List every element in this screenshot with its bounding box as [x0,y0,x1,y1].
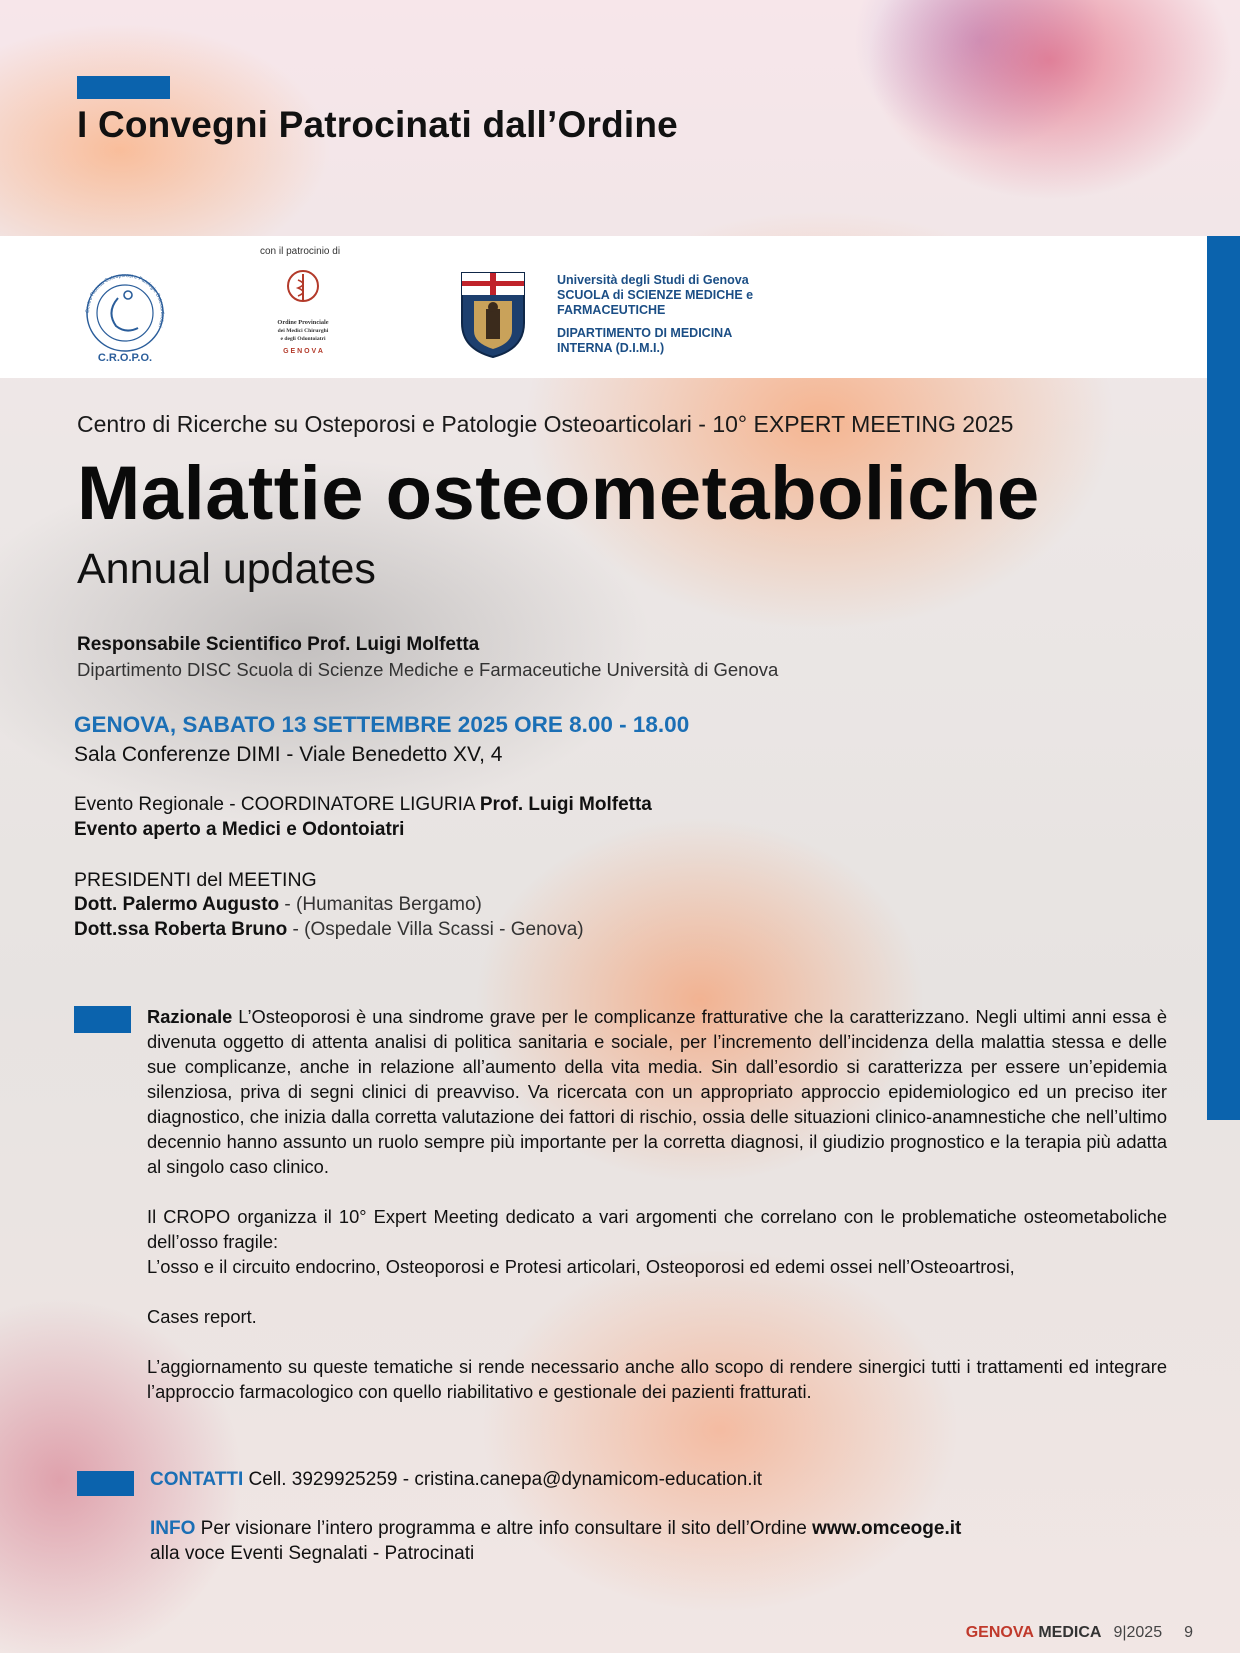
ordine-line2: dei Medici Chirurghi [277,328,329,334]
unige-line2: SCUOLA di SCIENZE MEDICHE e [557,288,754,302]
footer-brand [966,1624,1102,1642]
dipartimento: Dipartimento DISC Scuola di Scienze Mediche e Farmaceutiche Università di Genova [77,659,779,680]
paragraph-3: Cases report. [147,1306,257,1327]
unige-line3: FARMACEUTICHE [557,303,666,317]
ordine-line3: e degli Odontoiatri [280,336,326,342]
right-accent-bar [1207,236,1240,1120]
evento-aperto: Evento aperto a Medici e Odontoiatri [74,819,405,840]
presidente-1-name: Dott. Palermo Augusto [74,894,280,915]
contatti-label: CONTATTI [150,1469,244,1490]
page-number: 9 [1184,1624,1193,1641]
header-accent-bar [77,76,170,99]
razionale-text: L’Osteoporosi è una sindrome grave per le complicanze fratturative che la caratterizzano. Negli ultimi anni essa è divenuta oggetto di attenta analisi di politica sanitaria e sociale, per l’incremento dell’incidenza della malattia stessa e delle sue complicanze, anche in relazione all’aumento della vita media. Sin dall’esordio si caratterizza per essere un’epidemia silenziosa, priva di segni clinici di preavviso. Va ricercata con un appropriato approccio epidemiologico ed un preciso iter diagnostico, che inizia dalla corretta valutazione dei fattori di rischio, ossia delle situazioni clinico-anamnestiche che nell’ultimo decennio hanno assunto un ruolo sempre più importante per la corretta diagnosi, il giudizio prognostico e la terapia più adatta al singolo caso clinico. [147,1006,1167,1177]
responsabile-scientifico: Responsabile Scientifico Prof. Luigi Molfetta [77,634,480,655]
razionale-accent-bar [74,1006,131,1033]
contatti-text[interactable]: Cell. 3929925259 - cristina.canepa@dynamicom-education.it [243,1469,763,1490]
presidente-2 [74,919,584,941]
paragraph-2 [147,1204,1167,1279]
contatti-line [150,1469,762,1491]
presidente-1-aff: - (Humanitas Bergamo) [279,894,482,915]
cropo-ring-text: Centro Ricerca Osteoporosi e Patologie Osteoarticolari [84,272,166,328]
unige-text-block [557,273,753,356]
unige-line1: Università degli Studi di Genova [557,273,749,287]
presidente-1 [74,894,482,916]
razionale-label: Razionale [147,1006,233,1027]
evento-prefix: Evento Regionale - COORDINATORE LIGURIA [74,794,480,815]
footer-issue: 9|2025 [1113,1624,1163,1641]
info-site-link[interactable]: www.omceoge.it [812,1518,962,1539]
patrocinio-caption: con il patrocinio di [260,246,341,257]
paragraph-2a: Il CROPO organizza il 10° Expert Meeting dedicato a vari argomenti che correlano con le problematiche osteometaboliche dell’osso fragile: [147,1206,1167,1252]
unige-line5: INTERNA (D.I.M.I.) [557,341,665,355]
page-footer [966,1624,1193,1642]
presidente-2-name: Dott.ssa Roberta Bruno [74,919,288,940]
presidenti-title: PRESIDENTI del MEETING [74,869,317,891]
section-title: I Convegni Patrocinati dall’Ordine [77,104,678,145]
ordine-city: G E N O V A [283,348,323,355]
info-label: INFO [150,1518,196,1539]
contatti-accent-bar [77,1471,134,1496]
cropo-logo [82,270,168,364]
info-line-2: alla voce Eventi Segnalati - Patrocinati [150,1543,475,1564]
footer-brand-medica: MEDICA [1038,1624,1102,1641]
svg-text:Centro Ricerca Osteoporosi e P [85,273,165,328]
event-title-sub: Annual updates [77,545,376,593]
event-title: Malattie osteometaboliche [77,451,1040,536]
cropo-label: C.R.O.P.O. [97,352,153,364]
event-venue: Sala Conferenze DIMI - Viale Benedetto XV, 4 [74,743,503,766]
evento-coordinatore: Prof. Luigi Molfetta [479,794,652,815]
unige-shield-logo [460,271,526,359]
ordine-line1: Ordine Provinciale [277,319,329,326]
presidente-2-aff: - (Ospedale Villa Scassi - Genova) [287,919,584,940]
evento-regionale [74,794,652,816]
razionale-body [147,1004,1167,1429]
ordine-logo [262,266,344,362]
paragraph-4: L’aggiornamento su queste tematiche si rende necessario anche allo scopo di rendere sinergici tutti i trattamenti ed integrare l’approccio farmacologico con quello riabilitativo e gestionale dei pazienti fratturati. [147,1356,1167,1402]
event-date: GENOVA, SABATO 13 SETTEMBRE 2025 ORE 8.00 - 18.00 [74,712,690,737]
unige-line4: DIPARTIMENTO DI MEDICINA [557,326,733,340]
info-text: Per visionare l’intero programma e altre info consultare il sito dell’Ordine [195,1518,813,1539]
footer-brand-genova: GENOVA [965,1624,1034,1641]
info-line [150,1518,961,1540]
razionale-paragraph [147,1004,1167,1179]
event-subtitle: Centro di Ricerche su Osteporosi e Patologie Osteoarticolari - 10° EXPERT MEETING 2025 [77,411,1014,437]
paragraph-2b: L’osso e il circuito endocrino, Osteoporosi e Protesi articolari, Osteoporosi ed edemi ossei nell’Osteoartrosi, [147,1256,1015,1277]
